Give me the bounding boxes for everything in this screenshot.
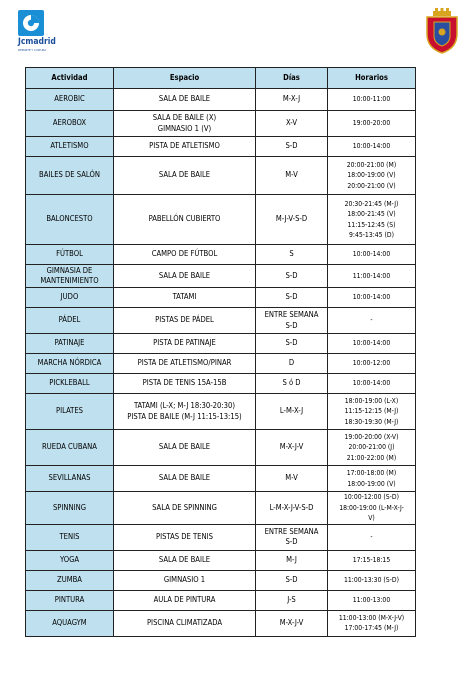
cell-line: TATAMI (L-X; M-J 18:30-20:30) (133, 401, 236, 410)
cell-line: SALA DE BAILE (158, 554, 211, 564)
cell-line: S-D (285, 292, 298, 302)
cell-actividad (26, 195, 114, 245)
table-row (26, 354, 416, 374)
cell-dias (256, 550, 328, 570)
table-row (26, 394, 416, 430)
cell-line: 11:00-13:30 (S-D) (344, 575, 399, 584)
cell-line: 19:00-20:00 (352, 119, 391, 128)
cell-line: GIMNASIA DE (46, 265, 93, 275)
cell-actividad (26, 157, 114, 195)
cell-horarios (328, 89, 416, 111)
table-row (26, 590, 416, 610)
cell-line: SALA DE BAILE (X) (152, 113, 217, 122)
cell-line: S-D (285, 320, 298, 330)
cell-dias (256, 195, 328, 245)
cell-line: M-J-V-S-D (275, 214, 308, 224)
cell-line: ENTRE SEMANA (264, 526, 319, 536)
cell-dias (256, 492, 328, 525)
cell-line: M-X-J (282, 94, 301, 104)
table-row (26, 334, 416, 354)
table-row (26, 157, 416, 195)
cell-line: YOGA (59, 554, 80, 564)
jcmadrid-logo-icon (18, 10, 44, 36)
table-row (26, 195, 416, 245)
cell-line: JUDO (60, 292, 79, 302)
cell-line: 18:00-19:00 (V) (347, 479, 396, 488)
cell-espacio (114, 157, 256, 195)
cell-actividad (26, 308, 114, 334)
cell-actividad (26, 610, 114, 636)
cell-line: ZUMBA (57, 574, 82, 584)
cell-line: 18:00-19:00 (L-X) (344, 396, 399, 405)
cell-line: M-X-J-V (279, 617, 304, 627)
cell-line: 17:00-18:00 (M) (346, 469, 397, 477)
cell-line: D (288, 358, 295, 368)
cell-dias (256, 570, 328, 590)
cell-horarios (328, 288, 416, 308)
cell-line: S (289, 249, 294, 259)
cell-line: PABELLÓN CUBIERTO (148, 214, 221, 224)
cell-line: 10:00-12:00 (S-D) (344, 493, 399, 501)
cell-line: 10:00-12:00 (352, 359, 391, 368)
cell-dias (256, 245, 328, 265)
cell-line: SPINNING (52, 502, 87, 512)
cell-horarios (328, 334, 416, 354)
cell-line: SALA DE BAILE (158, 270, 211, 280)
table-row (26, 89, 416, 111)
cell-line: 10:00-14:00 (352, 142, 391, 151)
table-row (26, 466, 416, 492)
cell-espacio (114, 245, 256, 265)
cell-dias (256, 308, 328, 334)
cell-horarios (328, 524, 416, 550)
cell-line: S-D (285, 270, 298, 280)
cell-espacio (114, 590, 256, 610)
cell-espacio (114, 394, 256, 430)
cell-line: GIMNASIO 1 (V) (157, 123, 212, 133)
cell-line: M-V (285, 473, 298, 483)
table-body (26, 89, 416, 637)
cell-horarios (328, 394, 416, 430)
cell-line: PISTA DE ATLETISMO (149, 141, 220, 151)
cell-line: 11:00-14:00 (352, 271, 391, 280)
cell-line: 10:00-14:00 (352, 339, 391, 348)
cell-line: PISTAS DE PÁDEL (155, 315, 214, 325)
table-row (26, 550, 416, 570)
cell-line: S-D (285, 537, 298, 546)
table-header-row (26, 68, 416, 89)
cell-line: PATINAJE (54, 338, 85, 348)
cell-horarios (328, 466, 416, 492)
cell-line: MANTENIMIENTO (40, 276, 99, 285)
cell-line: J-S (287, 594, 296, 604)
cell-actividad (26, 374, 114, 394)
cell-line: AULA DE PINTURA (153, 594, 216, 604)
cell-line: SALA DE BAILE (158, 94, 211, 104)
cell-horarios (328, 308, 416, 334)
cell-actividad (26, 265, 114, 288)
cell-espacio (114, 492, 256, 525)
cell-dias (256, 137, 328, 157)
cell-dias (256, 430, 328, 466)
cell-espacio (114, 195, 256, 245)
cell-line: BAILES DE SALÓN (39, 170, 100, 180)
cell-line: PISCINA CLIMATIZADA (146, 617, 223, 627)
cell-actividad (26, 354, 114, 374)
column-header-espacio: Espacio (114, 68, 256, 89)
cell-line: 20:00-21:00 (V) (347, 181, 396, 190)
cell-espacio (114, 570, 256, 590)
cell-dias (256, 394, 328, 430)
cell-horarios (328, 111, 416, 137)
cell-dias (256, 265, 328, 288)
cell-actividad (26, 111, 114, 137)
cell-horarios (328, 492, 416, 525)
cell-dias (256, 334, 328, 354)
cell-line: 11:00-13:00 (M-X-J-V) (338, 613, 405, 622)
cell-actividad (26, 524, 114, 550)
cell-actividad (26, 137, 114, 157)
cell-actividad (26, 550, 114, 570)
cell-line: 18:00-19:00 (V) (347, 171, 396, 180)
cell-dias (256, 590, 328, 610)
table-row (26, 111, 416, 137)
cell-line: S-D (285, 574, 298, 584)
cell-line: V) (368, 514, 375, 522)
cell-actividad (26, 89, 114, 111)
cell-line: AQUAGYM (52, 617, 87, 627)
cell-espacio (114, 610, 256, 636)
column-header-actividad: Actividad (26, 68, 114, 89)
cell-line: 20:30-21:45 (M-J) (344, 199, 399, 208)
cell-espacio (114, 334, 256, 354)
cell-line: SALA DE BAILE (158, 170, 211, 180)
table-row (26, 524, 416, 550)
cell-horarios (328, 430, 416, 466)
cell-actividad (26, 288, 114, 308)
cell-dias (256, 89, 328, 111)
cell-line: 11:15-12:45 (S) (347, 220, 396, 229)
cell-line: TATAMI (172, 292, 197, 302)
cell-line: 11:15-12:15 (M-J) (344, 407, 399, 416)
cell-espacio (114, 111, 256, 137)
cell-horarios (328, 550, 416, 570)
cell-horarios (328, 354, 416, 374)
column-header-dias: Días (256, 68, 328, 89)
table-row (26, 137, 416, 157)
cell-horarios (328, 610, 416, 636)
cell-line: PISTAS DE TENIS (156, 531, 213, 541)
cell-dias (256, 354, 328, 374)
cell-line: S-D (285, 338, 298, 348)
cell-line: 18:00-21:45 (V) (347, 210, 396, 218)
cell-espacio (114, 466, 256, 492)
cell-espacio (114, 550, 256, 570)
cell-line: 18:30-19:30 (M-J) (344, 417, 399, 426)
cell-line: PILATES (55, 406, 84, 416)
cell-line: - (370, 316, 373, 325)
cell-line: S-D (285, 141, 298, 151)
table-row (26, 430, 416, 466)
cell-line: PISTA DE ATLETISMO/PINAR (137, 358, 232, 368)
cell-line: SALA DE BAILE (158, 473, 211, 483)
cell-line: 20:00-21:00 (M) (346, 160, 397, 169)
cell-espacio (114, 89, 256, 111)
cell-dias (256, 374, 328, 394)
cell-espacio (114, 308, 256, 334)
cell-horarios (328, 195, 416, 245)
cell-actividad (26, 430, 114, 466)
table-row (26, 492, 416, 525)
table-row (26, 570, 416, 590)
cell-line: PÁDEL (58, 315, 81, 325)
cell-dias (256, 111, 328, 137)
cell-line: 10:00-11:00 (352, 95, 391, 104)
cell-dias (256, 466, 328, 492)
cell-line: ATLETISMO (50, 141, 89, 151)
cell-line: X-V (286, 118, 297, 128)
cell-actividad (26, 334, 114, 354)
cell-line: L-M-X-J-V-S-D (269, 502, 314, 512)
cell-espacio (114, 374, 256, 394)
cell-line: GIMNASIO 1 (163, 574, 206, 584)
cell-line: PINTURA (54, 594, 85, 604)
cell-line: PISTA DE TENIS 15A-15B (142, 378, 227, 388)
cell-line: RUEDA CUBANA (42, 442, 97, 452)
cell-line: SEVILLANAS (48, 473, 91, 483)
cell-line: CAMPO DE FÚTBOL (151, 249, 218, 259)
cell-line: 10:00-14:00 (352, 250, 391, 259)
cell-line: 17:00-17:45 (M-J) (344, 624, 399, 632)
table-row (26, 288, 416, 308)
logo-subtitle: DEPORTE Y CULTURA (18, 48, 47, 52)
cell-line: AEROBOX (52, 118, 87, 128)
cell-dias (256, 610, 328, 636)
cell-actividad (26, 590, 114, 610)
cell-line: 10:00-14:00 (352, 293, 391, 302)
cell-horarios (328, 137, 416, 157)
cell-espacio (114, 288, 256, 308)
cell-espacio (114, 137, 256, 157)
cell-actividad (26, 570, 114, 590)
cell-line: BALONCESTO (46, 214, 93, 224)
cell-line: L-M-X-J (279, 406, 304, 416)
cell-line: M-V (285, 170, 298, 180)
cell-actividad (26, 492, 114, 525)
cell-line: M-J (286, 554, 297, 564)
table-row (26, 265, 416, 288)
cell-actividad (26, 245, 114, 265)
cell-line: 18:00-19:00 (L-M-X-J- (339, 503, 404, 512)
table-row (26, 308, 416, 334)
activities-table (25, 67, 416, 637)
cell-line: TENIS (59, 531, 80, 541)
cell-line: SALA DE BAILE (158, 442, 211, 452)
cell-line: PISTA DE PATINAJE (153, 338, 216, 348)
cell-dias (256, 524, 328, 550)
cell-espacio (114, 430, 256, 466)
table-row (26, 610, 416, 636)
coat-of-arms-icon (424, 8, 460, 54)
cell-line: PISTA DE BAILE (M-J 11:15-13:15) (127, 411, 242, 421)
cell-horarios (328, 590, 416, 610)
cell-line: SALA DE SPINNING (152, 502, 217, 512)
logo-name: Jcmadrid (18, 37, 56, 47)
cell-dias (256, 157, 328, 195)
cell-line: 21:00-22:00 (M) (346, 453, 397, 462)
cell-line: 9:45-13:45 (D) (349, 231, 394, 239)
cell-line: M-X-J-V (279, 442, 304, 452)
cell-line: 10:00-14:00 (352, 379, 391, 388)
cell-line: 17:15-18:15 (352, 555, 391, 564)
cell-actividad (26, 466, 114, 492)
cell-espacio (114, 354, 256, 374)
cell-line: 20:00-21:00 (J) (348, 443, 395, 452)
cell-line: PICKLEBALL (49, 378, 90, 388)
table-row (26, 374, 416, 394)
cell-espacio (114, 524, 256, 550)
cell-line: S ó D (282, 378, 301, 388)
cell-line: 11:00-13:00 (352, 595, 391, 604)
cell-line: MARCHA NÓRDICA (37, 358, 102, 368)
cell-line: - (370, 532, 373, 541)
cell-horarios (328, 157, 416, 195)
cell-horarios (328, 245, 416, 265)
cell-line: AEROBIC (54, 94, 85, 104)
cell-line: FÚTBOL (56, 249, 83, 259)
table-row (26, 245, 416, 265)
cell-horarios (328, 570, 416, 590)
jcmadrid-logo (18, 10, 78, 50)
cell-line: ENTRE SEMANA (264, 310, 319, 319)
cell-line: 19:00-20:00 (X-V) (344, 432, 399, 441)
cell-horarios (328, 374, 416, 394)
cell-horarios (328, 265, 416, 288)
column-header-horarios: Horarios (328, 68, 416, 89)
cell-actividad (26, 394, 114, 430)
cell-espacio (114, 265, 256, 288)
cell-dias (256, 288, 328, 308)
